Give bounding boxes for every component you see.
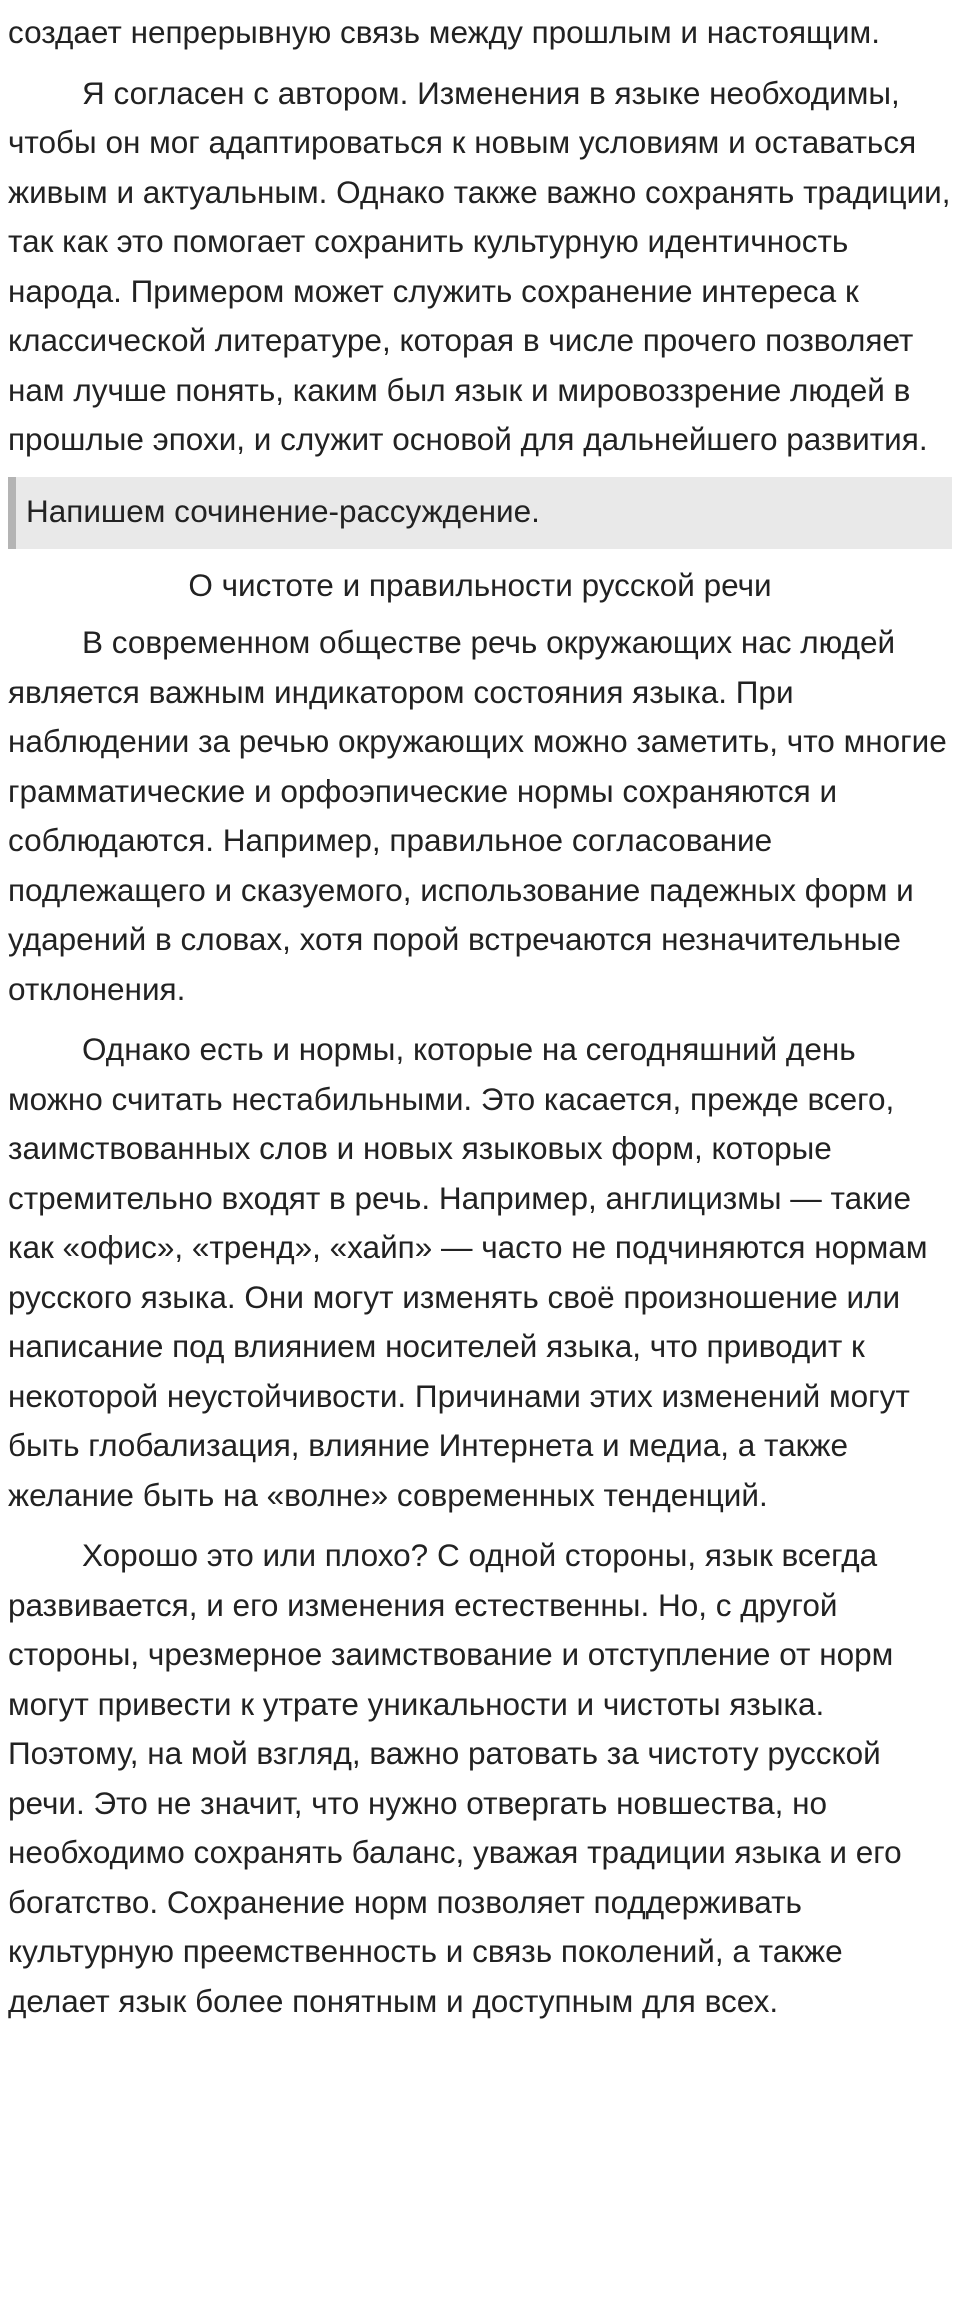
essay-title: О чистоте и правильности русской речи [188,566,772,603]
callout-text: Напишем сочинение-рассуждение. [26,492,540,529]
intro-paragraph-fragment: создает непрерывную связь между прошлым и настоящим. [8,14,880,50]
opinion-paragraph: Я согласен с автором. Изменения в языке необходимы, чтобы он мог адаптироваться к новым условиям и оставаться живым и актуальным. Однако также важно сохранять традиции, так как это помогает сохранить культурную идентичность народа. Примером может служить сохранение интереса к классической литературе, которая в числе прочего позволяет нам лучше понять, каким был язык и мировоззрение людей в прошлые эпохи, и служит основой для дальнейшего развития. [8,74,951,457]
essay-paragraph-2: Однако есть и нормы, которые на сегодняшний день можно считать нестабильными. Это касается, прежде всего, заимствованных слов и новых языковых форм, которые стремительно входят в речь. Например, англицизмы — такие как «офис», «тренд», «хайп» — часто не подчиняются нормам русского языка. Они могут изменять своё произношение или написание под влиянием носителей языка, что приводит к некоторой неустойчивости. Причинами этих изменений могут быть глобализация, влияние Интернета и медиа, а также желание быть на «волне» современных тенденций. [8,1031,928,1513]
paragraph-gap [8,1014,952,1025]
paragraph-gap [8,1520,952,1531]
paragraph-gap [8,58,952,69]
essay-paragraph-3: Хорошо это или плохо? С одной стороны, язык всегда развивается, и его изменения естественны. Но, с другой стороны, чрезмерное заимствование и отступление от норм могут привести к утрате уникальности и чистоты языка. Поэтому, на мой взгляд, важно ратовать за чистоту русской речи. Это не значит, что нужно отвергать новшества, но необходимо сохранять баланс, уважая традиции языка и его богатство. Сохранение норм позволяет поддерживать культурную преемственность и связь поколений, а также делает язык более понятным и доступным для всех. [8,1537,902,2019]
essay-paragraph-1: В современном обществе речь окружающих нас людей является важным индикатором состояния языка. При наблюдении за речью окружающих можно заметить, что многие грамматические и орфоэпические нормы сохраняются и соблюдаются. Например, правильное согласование подлежащего и сказуемого, использование падежных форм и ударений в словах, хотя порой встречаются незначительные отклонения. [8,624,947,1007]
callout-box [8,477,952,549]
